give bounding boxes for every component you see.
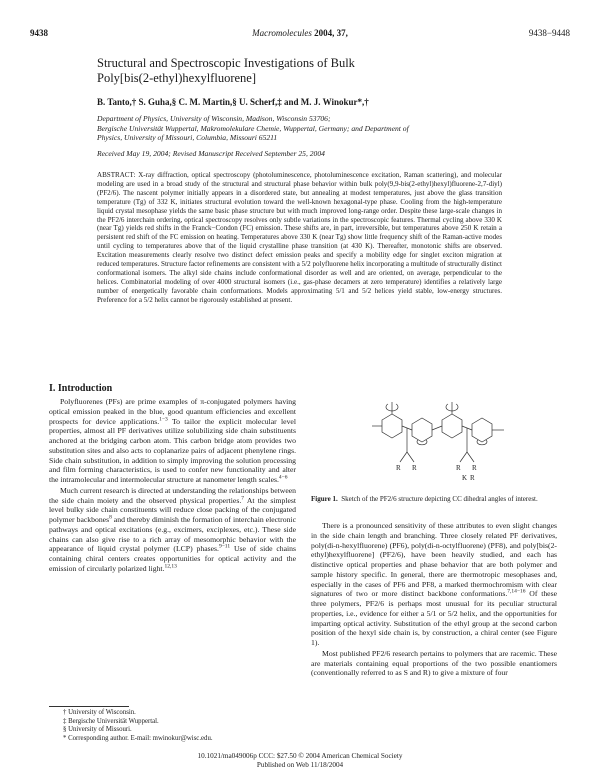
footnote: * Corresponding author. E-mail: mwinokur@wisc.edu. (63, 734, 213, 742)
left-column (49, 397, 296, 574)
title-line-1: Structural and Spectroscopic Investigations of Bulk (97, 56, 355, 70)
citation-ref: 9−11 (218, 543, 231, 550)
atom-label: R (456, 464, 461, 472)
text-run: Use of side chains containing chiral centers creates opportunities for optical activity and the emission of circularly polarized light. (49, 544, 296, 573)
figure-label: Figure 1. (311, 495, 338, 503)
citation-ref: 4−6 (278, 474, 288, 481)
citation-ref: 12,13 (164, 563, 177, 570)
atom-label: R (472, 464, 477, 472)
page-number: 9438 (30, 28, 48, 38)
received-dates: Received May 19, 2004; Revised Manuscript Received September 25, 2004 (97, 149, 325, 158)
journal-name: Macromolecules (252, 28, 312, 38)
journal-year-volume: 2004, 37, (314, 28, 348, 38)
paragraph: Most published PF2/6 research pertains to polymers that are racemic. These are materials containing equal proportions of the two possible enantiomers (conventionally referred to as S and R) to give a mixture of four (311, 648, 557, 678)
abstract-label: ABSTRACT: (97, 171, 136, 179)
text-run: At the simplest level bulky side chain constituents will reduce close packing of the conjugated polymer backbones (49, 495, 297, 524)
phenylene-ring (472, 418, 492, 442)
atom-label: R (396, 464, 401, 472)
citation-ref: 1−3 (159, 415, 168, 422)
article-title (97, 56, 517, 86)
pf26-structure-sketch (352, 380, 522, 485)
text-run: Much current research is directed at understanding the relationships between the side chain moiety and the observed physical properties. (49, 485, 296, 505)
citation-ref: 8 (109, 514, 112, 521)
affiliation-2: Bergische Universität Wuppertal, Makromolekulare Chemie, Wuppertal, Germany; and Department of (97, 123, 409, 133)
footnotes (49, 709, 299, 743)
paragraph (311, 521, 557, 648)
footnote: † University of Wisconsin. (63, 709, 136, 716)
phenylene-ring (382, 414, 402, 438)
atom-label: K (462, 474, 468, 482)
right-column (311, 521, 557, 678)
citation-ref: 7,14−16 (507, 588, 526, 595)
figure-caption-text: Sketch of the PF2/6 structure depicting CC dihedral angles of interest. (341, 495, 538, 503)
atom-label: R (412, 464, 417, 472)
figure-caption (311, 495, 557, 504)
page-range: 9438−9448 (528, 28, 570, 38)
footnote: ‡ Bergische Universität Wuppertal. (63, 717, 159, 725)
abstract-text: X-ray diffraction, optical spectroscopy (photoluminescence, photoluminescence excitation, Raman scattering), and molecular modeling are used in a broad study of the structural and structural phase behavior within bulk poly(9,9-bis(2-ethyl)hexyl)fluorene-2,7-diyl) (PF2/6). The nascent polymer initially appears in a disordered state, but annealing at modest temperatures, just above the glass transition temperature (Tg) of 332 K, initiates structural evolution toward the well-known hexagonal-type phase. Cooling from the high-temperature liquid crystal mesophase yields the same basic phase structure but with much improved long-range order. Despite these large-scale changes in the PF2/6 interchain ordering, optical spectroscopy resolves only subtle variations in the spectroscopic features. Thermal cycling above 330 K (near Tg) yields red shifts in the Franck−Condon (FC) emission. These shifts are, in part, irreversible, but temperatures above 250 K retain a persistent red shift of the FC emission on heating. Temperatures above 330 K (near Tg) show little frequency shift of the Raman-active modes until cycling to temperatures above that of the liquid crystalline phase transition (at 430 K). Thereafter, monotonic shifts are observed. Excitation measurements clearly resolve two distinct defect emission peaks and specify a mobility edge for singlet exciton migration at reduced temperatures. Structure factor refinements are consistent with a 5/2 polyfluorene helix incorporating a multitude of structurally distinct conformational isomers. The alkyl side chains include conformational disorder as well and are oriented, on average, perpendicular to the helices. Combinatorial modeling of over 4000 structural isomers (i.e., gas-phase decamers at zero temperature) identifies a relatively large number of energetically favorable chain conformations. Models approximating 5/1 and 5/2 helices yield stable, low-energy structures. Preference for a 5/2 helix cannot be rigorously established at present. (97, 171, 503, 304)
text-run: To tailor the explicit molecular level properties, almost all PF derivatives utilize solubilizing side chain substituents anchored at the bridging carbon atom. This carbon bridge atom provides two substitution sites and also acts to coplanarize pairs of adjacent phenylene rings. Side chain substitution, in addition to simply improving the solution processing and film forming characteristics, is used to confer new functionality and alter the intramolecular and intermolecular structure at nanometer length scales. (49, 416, 296, 484)
journal-citation (0, 28, 600, 38)
affiliations (97, 114, 507, 143)
text-run: There is a pronounced sensitivity of these attributes to even slight changes in the side chain length and branching. Three closely related PF derivatives, poly(di-n-hexylfluorene) (PF6), poly(di-n-octylfluorene) (PF8), and poly[bis(2-ethyl)hexylfluorene] (PF2/6), have been heavily studied, and each has distinctive optical properties and phase behavior that are both polymer and sample history specific. In general, there are thermotropic mesophases and, especially in the cases of PF6 and PF8, a marked thermochromism with clear signatures of two or more distinct backbone conformations. (311, 521, 557, 599)
published-date: Published on Web 11/18/2004 (256, 760, 344, 769)
phenylene-ring (412, 418, 432, 442)
abstract (97, 171, 502, 305)
atom-label: R (470, 474, 475, 482)
title-line-2: Poly[bis(2-ethyl)hexylfluorene] (97, 71, 256, 85)
paragraph (49, 397, 296, 485)
footnote-rule (49, 706, 129, 707)
page-footer (0, 752, 600, 770)
text-run: Of these three polymers, PF2/6 is perhaps most unusual for its peculiar structural properties, i.e., evidence for either a 5/1 or 5/2 helix, and the opportunities for imparting optical activity. Substitution of the ethyl group at the second carbon position of the hexyl side chain is, by construction, a chiral center (see Figure 1). (311, 589, 557, 647)
author-list: B. Tanto,† S. Guha,§ C. M. Martin,§ U. Scherf,‡ and M. J. Winokur*,† (97, 97, 369, 107)
doi-line: 10.1021/ma049006p CCC: $27.50 © 2004 American Chemical Society (197, 752, 403, 760)
text-run: and thereby diminish the formation of interchain electronic pathways and optical excitations (e.g., excimers, exciplexes, etc.). These side chains can also give rise to a rich array of mesomorphic behavior with the appearance of liquid crystal polymer (LCP) phases. (49, 515, 296, 554)
paragraph (49, 486, 296, 574)
section-heading: I. Introduction (49, 383, 113, 394)
text-run: Polyfluorenes (PFs) are prime examples of π-conjugated polymers having optical emission peaked in the blue, good quantum efficiencies and excellent prospects for device applications. (49, 397, 296, 426)
affiliation-1: Department of Physics, University of Wisconsin, Madison, Wisconsin 53706; (97, 114, 331, 123)
affiliation-3: Physics, University of Missouri, Columbia, Missouri 65211 (97, 133, 278, 143)
citation-ref: 7 (241, 494, 244, 501)
footnote: § University of Missouri. (63, 726, 132, 734)
phenylene-ring (442, 414, 462, 438)
